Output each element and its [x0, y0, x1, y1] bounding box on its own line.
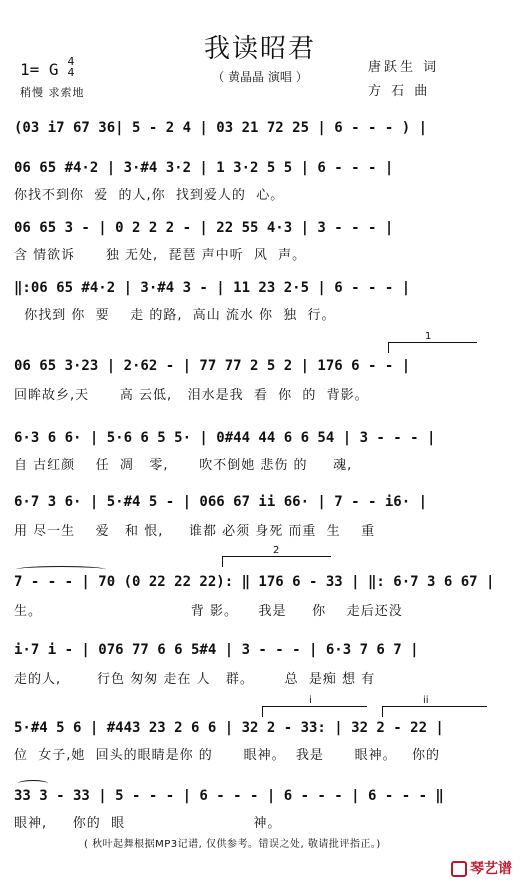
site-logo: [451, 858, 512, 878]
notation-row: 5·#4 5 6 | #443 23 2 6 6 | 32 2 - 33: | 32 2 - 22 |: [14, 720, 444, 736]
lyrics-row: 含 情欲诉 独 无处, 琵琶 声中听 风 声。: [14, 248, 307, 263]
lyrics-row: 回眸故乡,天 高 云低, 泪水是我 看 你 的 背影。: [14, 388, 369, 403]
lyrics-row: 位 女子,她 回头的眼睛是你 的 眼神。 我是 眼神。 你的: [14, 748, 441, 763]
transcription-note: ( 秋叶起舞根据MP3记谱, 仅供参考。错误之处, 敬请批评指正。): [84, 839, 381, 850]
lyricist-credit: 唐跃生 词: [368, 60, 440, 75]
lyrics-row: 你找不到你 爱 的人,你 找到爱人的 心。: [14, 188, 285, 203]
logo-text: 琴艺谱: [470, 861, 512, 877]
time-top: 4: [67, 55, 75, 68]
notation-row: 6·7 3 6· | 5·#4 5 - | 066 67 ii 66· | 7 - - i6· |: [14, 494, 428, 510]
song-title: 我读昭君: [203, 34, 316, 64]
lyrics-row: 自 古红颜 任 凋 零, 吹不倒她 悲伤 的 魂,: [14, 458, 353, 473]
notation-row: 7 - - - | 70 (0 22 22 22): ‖ 176 6 - 33 | ‖: 6·7 3 6 67 |: [14, 574, 495, 590]
volta-label: 2: [273, 545, 280, 556]
lyrics-row: 走的人, 行色 匆匆 走在 人 群。 总 是痴 想 有: [14, 672, 376, 687]
notation-row: ‖:06 65 #4·2 | 3·#4 3 - | 11 23 2·5 | 6 - - - |: [14, 280, 411, 296]
tie-arc: [18, 780, 48, 787]
volta-bracket-1: [388, 331, 477, 353]
notation-row: i·7 i - | 076 77 6 6 5#4 | 3 - - - | 6·3 7 6 7 |: [14, 642, 419, 658]
lyrics-row: 生。 背 影。 我是 你 走后还没: [14, 604, 403, 619]
lyrics-row: 你找到 你 要 走 的路, 高山 流水 你 独 行。: [14, 308, 336, 323]
singer-line: （ 黄晶晶 演唱 ）: [212, 70, 308, 84]
tempo-marking: 稍慢 求索地: [20, 86, 85, 99]
volta-label: 1: [425, 331, 432, 342]
composer-credit: 方 石 曲: [368, 84, 431, 99]
volta-bracket-2: [222, 545, 331, 567]
notation-row: (03 i7 67 36| 5 - 2 4 | 03 21 72 25 | 6 - - - ) |: [14, 120, 428, 136]
tie-arc: [16, 566, 106, 573]
notation-row: 06 65 #4·2 | 3·#4 3·2 | 1 3·2 5 5 | 6 - - - |: [14, 160, 394, 176]
time-signature: [66, 56, 76, 78]
notation-row: 33 3 - 33 | 5 - - - | 6 - - - | 6 - - - | 6 - - - ‖: [14, 788, 444, 804]
notation-row: 06 65 3·23 | 2·62 - | 77 77 2 5 2 | 176 6 - - |: [14, 358, 411, 374]
time-bottom: 4: [67, 66, 75, 79]
lyrics-row: 用 尽一生 爱 和 恨, 谁都 必须 身死 而重 生 重: [14, 524, 376, 539]
logo-icon: [451, 861, 467, 877]
volta-label: ii: [423, 695, 429, 706]
volta-bracket-ii: [382, 695, 487, 717]
volta-bracket-i: [262, 695, 367, 717]
volta-label: i: [309, 695, 312, 706]
lyrics-row: 眼神, 你的 眼 神。: [14, 816, 282, 831]
notation-row: 06 65 3 - | 0 2 2 2 - | 22 55 4·3 | 3 - - - |: [14, 220, 394, 236]
notation-row: 6·3 6 6· | 5·6 6 5 5· | 0#44 44 6 6 54 | 3 - - - |: [14, 430, 436, 446]
key-signature: 1= G: [20, 60, 59, 79]
